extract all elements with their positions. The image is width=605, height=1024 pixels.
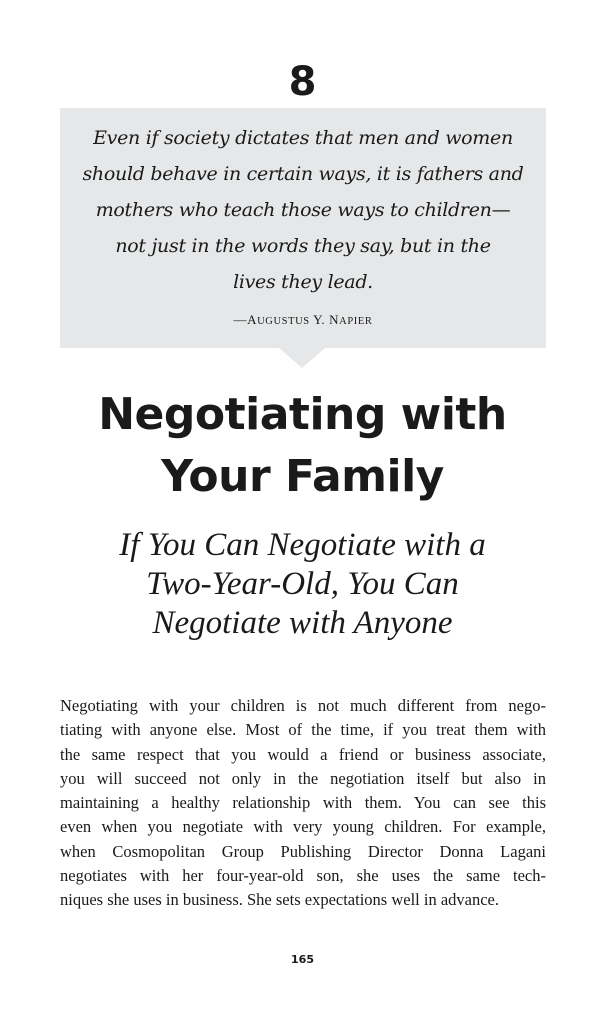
epigraph-quote [72,120,534,300]
epigraph-line: not just in the words they say, but in the [115,235,491,257]
attribution-first-initial: A [247,312,258,327]
chapter-title [0,384,605,508]
epigraph-line: lives they lead. [233,271,373,293]
attribution-middle-initial: Y. [313,312,326,327]
chapter-subtitle [0,526,605,643]
chapter-subtitle-line: Two-Year-Old, You Can [146,566,459,602]
body-line: when Cosmopolitan Group Publishing Director Donna Lagani [60,841,546,861]
body-line: even when you negotiate with very young children. For example, [60,817,546,837]
attribution-last-initial: N [329,312,340,327]
chapter-subtitle-line: If You Can Negotiate with a [119,527,486,563]
attribution-first-rest: UGUSTUS [257,316,310,327]
chapter-subtitle-line: Negotiate with Anyone [152,605,453,641]
body-line: negotiates with her four-year-old son, she uses the same tech- [60,866,546,886]
body-line: Negotiating with your children is not much different from nego- [60,696,546,715]
epigraph-pointer [279,348,325,368]
chapter-title-line: Negotiating with [98,389,507,440]
epigraph-line: should behave in certain ways, it is fathers and [82,163,524,185]
body-line: you will succeed not only in the negotiation itself but also in [60,768,546,788]
body-line: maintaining a healthy relationship with them. You can see this [60,793,546,813]
body-line: the same respect that you would a friend or business associate, [60,744,546,764]
epigraph-line: mothers who teach those ways to children— [95,199,511,221]
chapter-number: 8 [288,59,317,105]
attribution-last-rest: APIER [339,316,373,327]
body-line: niques she uses in business. She sets expectations well in advance. [60,890,499,910]
epigraph-line: Even if society dictates that men and women [93,127,513,149]
attribution-dash: — [233,312,248,327]
body-paragraph [60,694,546,913]
chapter-title-line: Your Family [161,451,444,502]
epigraph-attribution [60,310,546,332]
body-line: tiating with anyone else. Most of the time, if you treat them with [60,720,546,740]
page-number: 165 [291,953,314,966]
